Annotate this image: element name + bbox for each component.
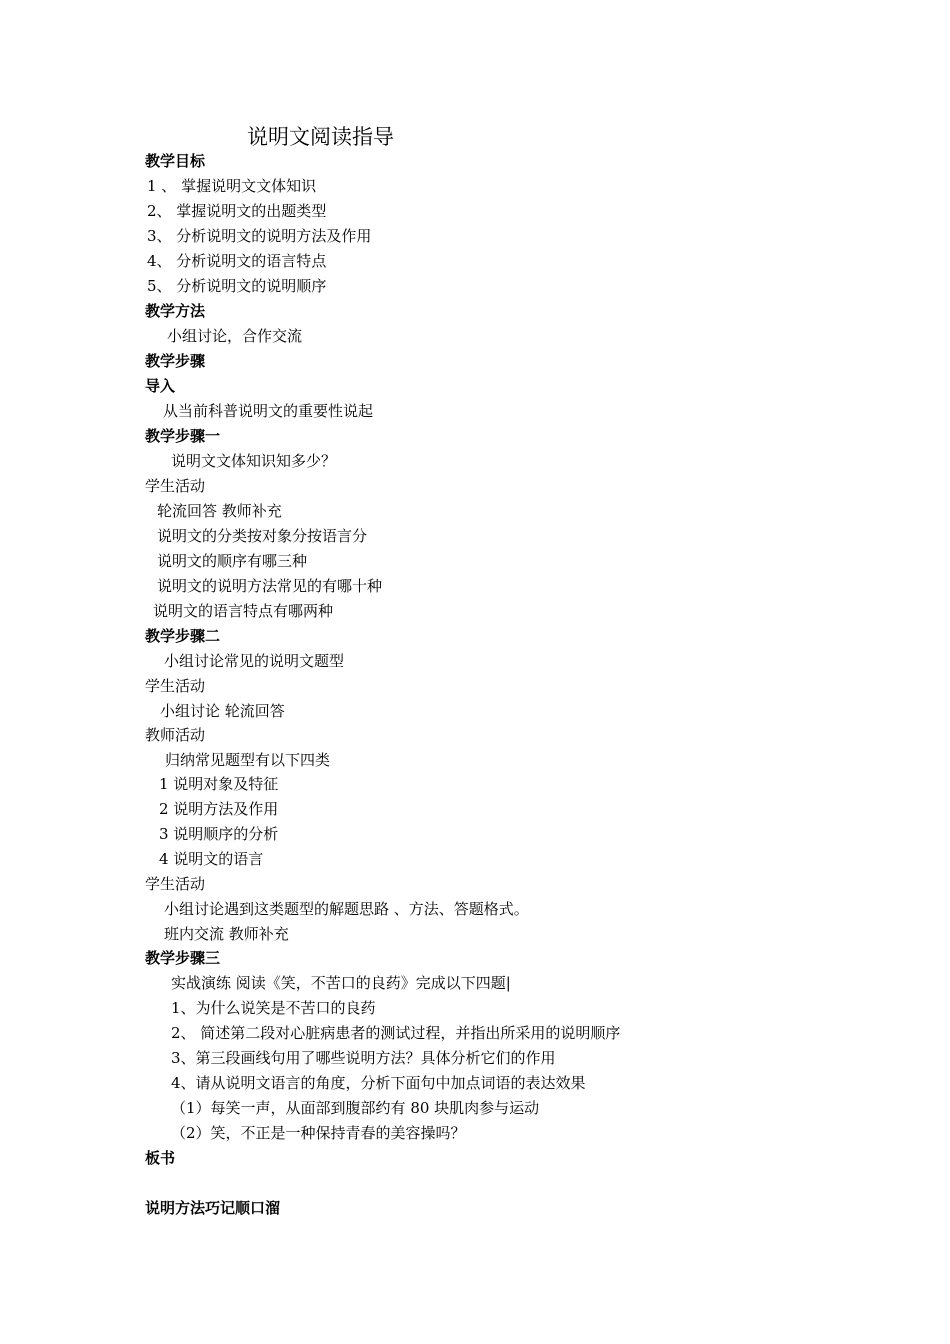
introduction-text: 从当前科普说明文的重要性说起 — [163, 402, 374, 420]
step-two-text: 小组讨论常见的说明文题型 — [164, 652, 345, 670]
heading-step-three: 教学步骤三 — [145, 949, 221, 967]
activity-text: 小组讨论 轮流回答 — [160, 702, 285, 720]
heading-introduction: 导入 — [145, 377, 176, 395]
step-one-text: 说明文文体知识知多少？ — [171, 452, 337, 470]
goal-item: 5、 分析说明文的说明顺序 — [147, 277, 327, 295]
step-three-text: 实战演练 阅读《笑，不苦口的良药》完成以下四题| — [171, 974, 511, 992]
exercise-question: 2、 简述第二段对心脏病患者的测试过程，并指出所采用的说明顺序 — [171, 1024, 621, 1042]
question-type-item: 3 说明顺序的分析 — [159, 825, 279, 843]
activity-text: 轮流回答 教师补充 — [157, 502, 282, 520]
goal-item: 1 、 掌握说明文文体知识 — [147, 177, 317, 195]
label-teacher-activity: 教师活动 — [145, 726, 206, 744]
activity-text: 归纳常见题型有以下四类 — [165, 751, 331, 769]
exercise-sentence: （1）每笑一声，从面部到腹部约有 80 块肌肉参与运动 — [171, 1099, 540, 1117]
goal-item: 3、 分析说明文的说明方法及作用 — [147, 227, 372, 245]
question-text: 说明文的说明方法常见的有哪十种 — [157, 577, 383, 595]
heading-board-writing: 板书 — [145, 1149, 176, 1167]
question-text: 说明文的语言特点有哪两种 — [153, 602, 334, 620]
question-text: 说明文的分类按对象分按语言分 — [157, 527, 368, 545]
heading-mnemonic: 说明方法巧记顺口溜 — [145, 1199, 281, 1217]
question-text: 说明文的顺序有哪三种 — [157, 552, 308, 570]
exercise-question: 4、请从说明文语言的角度，分析下面句中加点词语的表达效果 — [171, 1074, 586, 1092]
exercise-question: 3、第三段画线句用了哪些说明方法？具体分析它们的作用 — [171, 1049, 556, 1067]
heading-step-one: 教学步骤一 — [145, 427, 221, 445]
label-student-activity: 学生活动 — [145, 875, 206, 893]
question-type-item: 2 说明方法及作用 — [159, 800, 279, 818]
document-title: 说明文阅读指导 — [247, 125, 394, 149]
question-type-item: 4 说明文的语言 — [159, 850, 264, 868]
question-type-item: 1 说明对象及特征 — [159, 775, 279, 793]
activity-text: 小组讨论遇到这类题型的解题思路 、方法、答题格式。 — [164, 900, 529, 918]
heading-step-two: 教学步骤二 — [145, 627, 221, 645]
activity-text: 班内交流 教师补充 — [164, 925, 289, 943]
exercise-sentence: （2）笑，不正是一种保持青春的美容操吗？ — [171, 1124, 466, 1142]
label-student-activity: 学生活动 — [145, 477, 206, 495]
heading-teaching-goals: 教学目标 — [145, 152, 206, 170]
label-student-activity: 学生活动 — [145, 677, 206, 695]
goal-item: 4、 分析说明文的语言特点 — [147, 252, 327, 270]
method-text: 小组讨论，合作交流 — [167, 327, 303, 345]
heading-teaching-steps: 教学步骤 — [145, 352, 206, 370]
goal-item: 2、 掌握说明文的出题类型 — [147, 202, 327, 220]
exercise-question: 1、为什么说笑是不苦口的良药 — [171, 999, 376, 1017]
heading-teaching-method: 教学方法 — [145, 302, 206, 320]
